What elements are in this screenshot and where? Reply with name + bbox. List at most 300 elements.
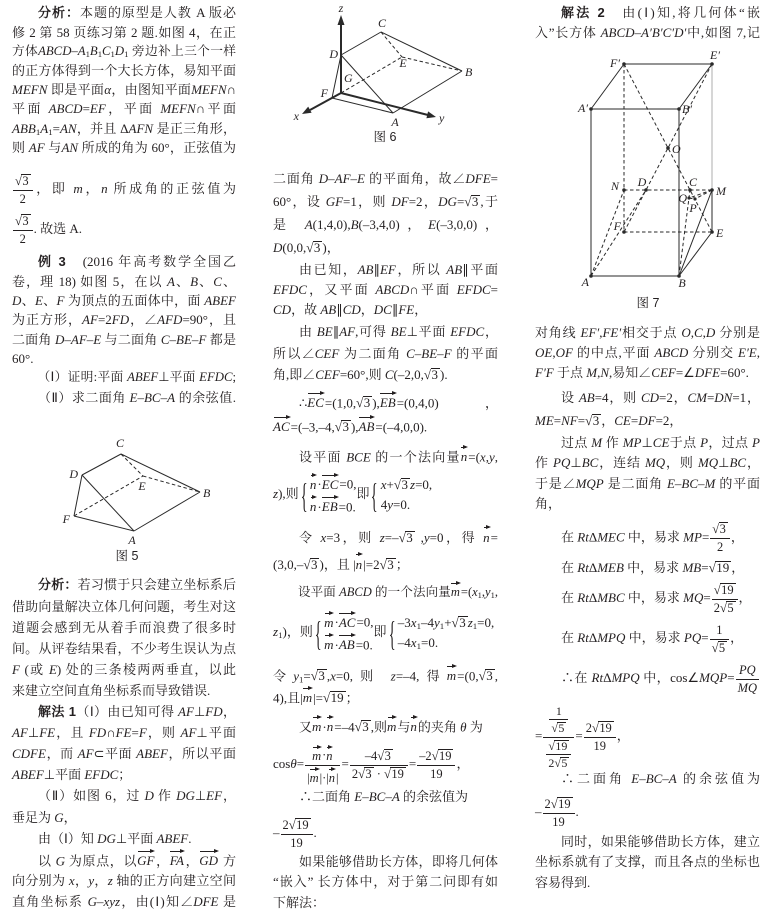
text-run: 分别是	[715, 325, 760, 340]
text-run: ),	[372, 395, 380, 411]
text-run: ,	[414, 529, 424, 545]
fraction	[305, 744, 340, 785]
text-run: ∴二面角	[299, 789, 355, 804]
text-run: (3,0,–	[273, 556, 304, 572]
vector: FA	[170, 849, 185, 867]
text-run: =(0,4,0)，	[396, 395, 498, 411]
angle-intro	[273, 715, 498, 739]
subscript: 1	[416, 641, 421, 652]
math-italic: DN	[714, 389, 733, 405]
text-run: 由(Ⅰ)知,将几何体“嵌	[604, 5, 761, 20]
label-F-prime: F′	[610, 56, 620, 70]
text-line	[12, 574, 236, 595]
denominator	[543, 738, 574, 771]
text-run: ，所以	[395, 262, 447, 277]
subscript: 1	[298, 674, 304, 685]
point-A	[589, 274, 593, 278]
text-run: 由	[299, 324, 317, 340]
edge-FE	[74, 476, 143, 516]
radicand: 3	[310, 556, 318, 572]
text-run: –4	[364, 748, 378, 763]
math-italic: ABB	[12, 120, 36, 136]
bold-label: 解法 1	[38, 704, 77, 720]
vector: GF	[137, 849, 155, 867]
vector: n	[410, 715, 418, 733]
text-run: =	[303, 668, 311, 684]
math-italic: D–AF–E	[318, 170, 365, 186]
text-line	[12, 210, 236, 248]
text-run: 为二面角	[339, 345, 407, 361]
math-italic: E–BC–A	[354, 789, 400, 804]
math-italic: E′E	[738, 345, 757, 360]
math-italic: EFDC	[456, 282, 491, 297]
text-run: ，	[730, 529, 744, 545]
subscript: 1	[48, 126, 53, 137]
math-italic: FD	[88, 725, 107, 741]
math-italic: α	[104, 82, 112, 98]
text-run: （Ⅰ）证明:平面	[37, 370, 128, 385]
math-italic: MQP	[699, 670, 728, 685]
text-run: 坐标系就有了支撑，而且各点的坐标也	[535, 854, 760, 870]
triangle-MBC-step	[535, 581, 760, 615]
text-line	[535, 621, 760, 655]
text-run: 为原点，以	[64, 853, 138, 869]
math-italic: x	[472, 585, 478, 599]
radicand: 3	[22, 173, 29, 188]
denominator	[710, 539, 730, 555]
text-run: 中，易求	[624, 590, 684, 605]
text-run: 二面角	[273, 170, 319, 186]
label-M: M	[716, 184, 726, 198]
text-run: 中,如图 7,记	[686, 25, 760, 40]
radicand: 3	[387, 556, 394, 572]
analysis-paragraph-2	[12, 574, 236, 701]
text-run: (–3,0,0)，	[436, 216, 498, 232]
text-run: 分别交	[688, 345, 738, 360]
subscript: 1	[124, 48, 129, 59]
text-run: |=	[313, 690, 324, 706]
text-run: ，	[155, 853, 170, 869]
text-run: 与	[397, 719, 411, 735]
math-italic: x	[380, 476, 387, 492]
conclusion-line	[273, 786, 498, 808]
text-run: 同时，如果能够借助长方体，建立	[561, 833, 760, 849]
point-A1	[589, 107, 593, 111]
text-run: =	[456, 193, 465, 209]
radicand: 19	[716, 560, 730, 575]
math-italic: G–xyz	[87, 893, 121, 909]
normal-vector-n-result	[273, 524, 498, 578]
text-run: Δ	[603, 670, 612, 685]
text-line	[273, 524, 498, 551]
text-run: =–4,得	[395, 668, 447, 684]
square-root	[384, 767, 406, 781]
text-run: ,可得	[355, 324, 391, 340]
text-line	[273, 260, 498, 280]
numerator	[710, 522, 730, 539]
math-italic: PQ	[683, 630, 702, 645]
math-italic: z	[390, 668, 396, 684]
label-O: O	[672, 142, 681, 156]
radicand: 3	[22, 213, 29, 228]
vector: m	[312, 715, 322, 733]
text-run: 的平面	[451, 345, 498, 361]
text-run: 2	[19, 231, 26, 246]
text-line	[535, 453, 760, 474]
math-italic: GF	[325, 193, 344, 209]
text-run: 的平面	[715, 475, 760, 491]
text-run: ，所以平面	[167, 746, 236, 762]
example-3-problem	[12, 252, 236, 368]
text-line	[273, 391, 498, 415]
text-run: ⊥平面	[406, 324, 451, 340]
text-run: 与二面角	[101, 331, 161, 347]
label-B: B	[465, 65, 473, 79]
math-italic: D	[273, 239, 283, 255]
numerator	[350, 749, 408, 766]
text-run: ∥	[336, 302, 343, 317]
text-run: ⊥平面	[115, 830, 157, 846]
subscript: 1	[477, 590, 482, 601]
text-line	[535, 363, 760, 383]
numerator	[543, 704, 574, 738]
text-run: –4	[421, 614, 434, 630]
math-italic: x	[410, 614, 417, 630]
text-run: ，∠	[129, 312, 158, 328]
text-run: 即	[356, 486, 370, 501]
text-line	[535, 852, 760, 873]
edge-EB	[402, 57, 462, 71]
text-run: 于点	[553, 365, 587, 380]
math-italic: AB	[320, 302, 337, 317]
text-run: +	[386, 476, 394, 492]
text-line	[12, 722, 236, 743]
label-B: B	[203, 486, 211, 500]
label-G: G	[344, 71, 353, 85]
math-italic: ABCD	[48, 101, 83, 117]
text-run: 19	[593, 738, 606, 753]
text-run: 即	[373, 624, 387, 639]
numerator	[13, 174, 33, 191]
math-italic: OE	[535, 345, 553, 360]
square-root	[355, 719, 371, 734]
text-run: 的正方体得到一个大长方体，易知平面	[12, 62, 236, 78]
text-run: 的一个法向量	[371, 585, 451, 599]
numerator	[736, 663, 759, 680]
text-run: ∥	[391, 302, 399, 317]
text-run: ∩	[106, 725, 116, 741]
fraction	[710, 623, 730, 656]
math-italic: AN	[61, 139, 79, 155]
text-run: 平面	[12, 101, 49, 117]
text-run: ，	[74, 872, 89, 888]
math-italic: BCE	[346, 449, 371, 465]
text-run: ，	[484, 324, 498, 340]
vector: n	[461, 445, 469, 463]
text-run: =0.	[421, 635, 439, 651]
radicand: 19	[558, 796, 571, 811]
math-italic: AN	[59, 120, 77, 136]
text-run: 间。从评卷结果看，不少考生误认为点	[12, 640, 236, 656]
text-line	[535, 494, 760, 515]
conclusion-line	[535, 768, 760, 790]
text-run: =	[701, 630, 709, 645]
radicand: 3	[486, 668, 493, 684]
radicand: 3	[401, 476, 408, 492]
system-row	[381, 475, 432, 495]
square-root	[399, 530, 415, 545]
text-line	[535, 555, 760, 581]
text-run: ，连结	[598, 455, 645, 471]
math-italic: E	[428, 216, 437, 232]
math-italic: MEFN	[12, 82, 48, 98]
math-italic: EFDC	[450, 324, 485, 340]
text-run: 设	[561, 389, 579, 405]
math-italic: x	[68, 872, 75, 888]
math-italic: θ	[290, 756, 297, 771]
system-row	[398, 633, 494, 653]
text-line	[535, 581, 760, 615]
math-italic: DFE	[465, 170, 491, 186]
text-run: ∴二面角	[561, 771, 632, 786]
math-italic: MEFN	[160, 101, 196, 117]
math-italic: CDFE	[12, 746, 46, 762]
text-run: )，且 |	[319, 556, 356, 572]
conclusion-value	[535, 796, 760, 828]
text-run: ).	[440, 367, 448, 383]
text-run: 是二面角	[603, 475, 667, 491]
text-run: ,	[494, 585, 498, 599]
math-italic: AF	[12, 725, 28, 741]
text-run: )，则	[282, 624, 313, 639]
normal-vector-n-intro	[273, 445, 498, 469]
text-run: Δ	[588, 590, 598, 605]
point-Q	[687, 196, 690, 199]
math-italic: EFDC	[273, 282, 307, 297]
text-line	[273, 167, 498, 190]
math-italic: DFE	[193, 893, 219, 909]
text-run: 、	[198, 273, 214, 289]
text-run: ),	[350, 419, 359, 435]
text-run: 为正方形，	[12, 312, 83, 328]
solution-2-setup	[535, 323, 760, 383]
vector: n	[327, 715, 335, 733]
text-run: 在	[561, 590, 578, 605]
math-italic: OF	[555, 345, 573, 360]
math-italic: x	[330, 668, 336, 684]
math-italic: AF	[28, 139, 45, 155]
math-italic: FE	[398, 302, 415, 317]
text-run: =2	[97, 312, 112, 328]
square-root	[714, 583, 736, 597]
text-run: ∩	[226, 82, 236, 98]
subscript: 1	[110, 48, 115, 59]
square-root	[356, 395, 372, 410]
radicand: 3	[592, 412, 600, 428]
square-root	[380, 557, 396, 572]
label-y: y	[439, 111, 445, 125]
hidden-edges	[591, 64, 712, 276]
edge-F1A1	[591, 64, 624, 109]
math-italic: x	[410, 635, 417, 651]
text-run: =2，	[659, 389, 688, 405]
vector: m	[324, 610, 334, 628]
text-run: =0,	[339, 476, 357, 492]
math-italic: CM	[687, 389, 707, 405]
text-line	[535, 343, 760, 363]
text-line	[12, 617, 236, 638]
math-italic: y	[88, 872, 95, 888]
text-run: ，	[601, 412, 615, 428]
numerator	[712, 583, 738, 600]
text-run: 60°.	[12, 350, 34, 366]
text-run: ) 处的三条棱两两垂直，以此	[56, 661, 236, 677]
vector: m	[312, 744, 322, 762]
text-run: ，	[731, 560, 745, 575]
text-line	[12, 23, 236, 42]
text-run: ·	[334, 614, 339, 630]
math-italic: FD	[205, 704, 223, 720]
math-italic: Rt	[577, 529, 589, 545]
text-run: 为顶点的五面体中，面	[64, 292, 205, 308]
denominator	[305, 766, 340, 786]
square-root	[323, 690, 346, 705]
text-line	[12, 291, 236, 310]
math-italic: PQ	[738, 662, 756, 677]
text-run: 的中点,平面	[572, 345, 655, 360]
denominator	[712, 600, 738, 616]
edge-AB	[134, 492, 200, 531]
math-italic: x	[320, 529, 327, 545]
text-run: 2	[544, 796, 551, 811]
vector: EC	[322, 472, 340, 490]
cosine-MQP-line	[535, 662, 760, 694]
solution-2-intro	[535, 3, 760, 43]
text-line	[535, 474, 760, 495]
fraction	[350, 749, 408, 782]
square-root	[548, 739, 569, 753]
math-italic: AF	[178, 704, 194, 720]
math-italic: BC	[729, 455, 747, 471]
z-arrowhead-icon	[338, 15, 345, 25]
edge-AD	[591, 190, 646, 276]
numerator	[710, 623, 730, 640]
text-line	[273, 343, 498, 365]
text-line	[535, 433, 760, 454]
math-italic: z	[467, 614, 473, 630]
math-italic: MP	[622, 434, 642, 450]
figure-7	[515, 40, 768, 315]
fraction	[281, 818, 313, 851]
text-run: =	[82, 101, 90, 117]
figure-6-caption: 图 6	[373, 130, 397, 144]
math-italic: G	[55, 853, 65, 869]
text-run: 的夹角	[417, 719, 461, 735]
text-run: –3	[397, 614, 411, 630]
math-italic: A	[40, 120, 49, 136]
math-italic: MP	[683, 529, 702, 545]
math-italic: M	[591, 434, 603, 450]
math-italic: y	[485, 585, 491, 599]
math-italic: ABCD	[654, 345, 689, 360]
subscript: 1	[490, 590, 495, 601]
math-italic: CEF	[314, 345, 340, 361]
analysis-fraction-line-2	[12, 210, 236, 248]
text-line	[535, 796, 760, 828]
text-run: ,	[702, 325, 706, 340]
normal-vector-m-system	[273, 610, 498, 654]
math-italic: DG	[97, 830, 116, 846]
text-run: Δ	[588, 529, 598, 545]
text-run: ,易知∠	[609, 365, 652, 380]
edge-DF	[74, 475, 82, 516]
math-italic: D	[144, 788, 154, 804]
math-italic: AF	[339, 324, 356, 340]
text-line	[273, 364, 498, 386]
point-F1	[622, 62, 626, 66]
text-run: 、	[174, 273, 191, 289]
text-run: ·	[334, 637, 339, 653]
denominator	[281, 835, 313, 851]
radicand: 3	[431, 367, 439, 383]
text-line	[12, 42, 236, 61]
math-italic: ABCD	[375, 282, 410, 297]
text-run: =60°.	[720, 365, 749, 380]
square-root	[464, 194, 480, 209]
bold-label: 解法 2	[561, 5, 605, 20]
text-run: ,	[485, 449, 489, 465]
text-line	[273, 445, 498, 469]
text-run: (–3,4,0)，	[358, 216, 429, 232]
denominator	[417, 766, 455, 782]
text-line	[273, 300, 498, 320]
text-run: 是正三角形，	[153, 120, 236, 136]
text-run: ⊥	[194, 788, 207, 804]
text-run: 若习惯于只会建立坐标系后	[77, 577, 236, 593]
text-run: 是	[218, 893, 236, 909]
text-line	[535, 662, 760, 694]
text-run: 设平面	[298, 585, 340, 599]
text-line	[273, 610, 498, 654]
text-run: =	[703, 590, 711, 605]
radicand: 19	[296, 817, 309, 832]
text-run: 2	[282, 817, 289, 832]
text-run: ，故	[291, 302, 321, 317]
fraction	[549, 704, 568, 736]
math-italic: CD	[342, 302, 361, 317]
text-line	[12, 272, 236, 291]
text-line	[12, 596, 236, 617]
text-run: （Ⅱ）如图 6，过	[38, 788, 145, 804]
label-D: D	[329, 47, 338, 61]
math-italic: z	[107, 872, 113, 888]
text-run: =	[701, 560, 709, 575]
math-italic: AF	[82, 312, 98, 328]
text-run: ，并且 Δ	[76, 120, 129, 136]
label-D: D	[637, 175, 647, 189]
point-B1	[677, 107, 681, 111]
text-run: =2，	[408, 193, 439, 209]
text-run: ，而	[45, 746, 78, 762]
subscript: 1	[439, 621, 445, 632]
math-italic: y	[423, 529, 430, 545]
text-run: 19	[290, 835, 303, 850]
text-run: ·	[322, 719, 327, 735]
vector: AB	[339, 633, 356, 651]
vector: AC	[339, 610, 357, 628]
square-root	[377, 749, 393, 763]
text-line	[12, 743, 236, 764]
